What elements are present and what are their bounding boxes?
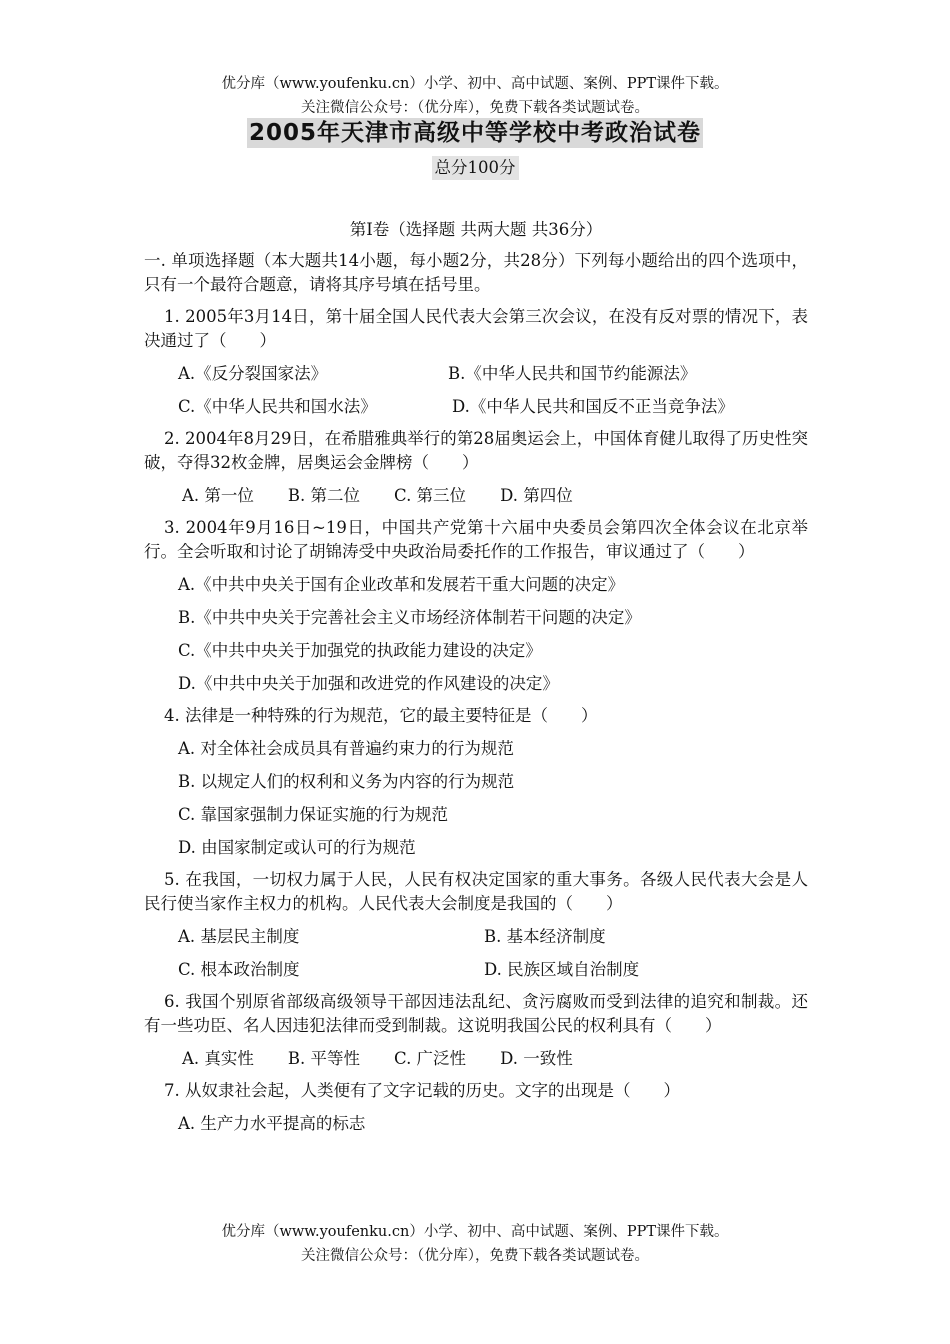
option: B.《中华人民共和国节约能源法》 [448, 364, 697, 383]
question-4: 4. 法律是一种特殊的行为规范，它的最主要特征是（ ） [164, 706, 598, 725]
page-footer-line2: 关注微信公众号：（优分库），免费下载各类试题试卷。 [301, 1248, 649, 1264]
option: B.《中共中央关于完善社会主义市场经济体制若干问题的决定》 [178, 608, 641, 627]
question-1-options-row-1 [144, 362, 808, 386]
question-1: 1. 2005年3月14日，第十届全国人民代表大会第三次会议，在没有反对票的情况下，表决通过了（ ） [144, 307, 808, 350]
option: B. 第二位 [287, 486, 361, 505]
page-header-line2: 关注微信公众号：（优分库），免费下载各类试题试卷。 [301, 100, 649, 116]
question-2-options [144, 484, 808, 508]
total-score: 总分100分 [432, 156, 519, 180]
exam-title: 2005年天津市高级中等学校中考政治试卷 [248, 120, 701, 146]
option: C.《中共中央关于加强党的执政能力建设的决定》 [178, 641, 542, 660]
option: A. 对全体社会成员具有普遍约束力的行为规范 [178, 739, 514, 758]
option: D.《中共中央关于加强和改进党的作风建设的决定》 [178, 674, 559, 693]
option: A. 第一位 [182, 486, 254, 505]
question-5-options-row-1 [144, 925, 808, 949]
exam-body [144, 218, 808, 1136]
question-3: 3. 2004年9月16日~19日，中国共产党第十六届中央委员会第四次全体会议在北京举行。全会听取和讨论了胡锦涛受中央政治局委托作的工作报告，审议通过了（ ） [144, 518, 808, 561]
option: D. 一致性 [500, 1049, 573, 1068]
page-footer-line1: 优分库（www.youfenku.cn）小学、初中、高中试题、案例、PPT课件下载。 [221, 1224, 729, 1240]
question-6-options [144, 1047, 808, 1071]
question-2: 2. 2004年8月29日，在希腊雅典举行的第28届奥运会上，中国体育健儿取得了历史性突破，夺得32枚金牌，居奥运会金牌榜（ ） [144, 429, 808, 472]
question-5-options-row-2 [144, 958, 808, 982]
question-1-options-row-2 [144, 395, 808, 419]
option: B. 以规定人们的权利和义务为内容的行为规范 [178, 772, 515, 791]
option: A.《反分裂国家法》 [178, 364, 328, 383]
option: C. 广泛性 [394, 1049, 467, 1068]
option: C.《中华人民共和国水法》 [178, 397, 377, 416]
exam-title-block [0, 118, 950, 148]
total-score-block [0, 156, 950, 180]
question-6: 6. 我国个别原省部级高级领导干部因违法乱纪、贪污腐败而受到法律的追究和制裁。还有一些功臣、名人因违犯法律而受到制裁。这说明我国公民的权利具有（ ） [144, 992, 808, 1035]
option: C. 靠国家强制力保证实施的行为规范 [178, 805, 449, 824]
option: A. 真实性 [182, 1049, 254, 1068]
option: C. 根本政治制度 [178, 960, 300, 979]
option: D. 民族区域自治制度 [484, 960, 640, 979]
option: A. 生产力水平提高的标志 [178, 1114, 366, 1133]
option: A. 基层民主制度 [178, 927, 300, 946]
option: D. 由国家制定或认可的行为规范 [178, 838, 416, 857]
option: D.《中华人民共和国反不正当竞争法》 [452, 397, 734, 416]
option: D. 第四位 [500, 486, 573, 505]
section-title: 第Ⅰ卷（选择题 共两大题 共36分） [349, 220, 603, 239]
instructions: 一. 单项选择题（本大题共14小题，每小题2分，共28分）下列每小题给出的四个选项中，只有一个最符合题意，请将其序号填在括号里。 [144, 251, 808, 294]
option: B. 基本经济制度 [484, 927, 606, 946]
option: A.《中共中央关于国有企业改革和发展若干重大问题的决定》 [178, 575, 625, 594]
option: B. 平等性 [287, 1049, 361, 1068]
page-header-line1: 优分库（www.youfenku.cn）小学、初中、高中试题、案例、PPT课件下载。 [221, 76, 729, 92]
question-7: 7. 从奴隶社会起，人类便有了文字记载的历史。文字的出现是（ ） [164, 1081, 680, 1100]
question-5: 5. 在我国，一切权力属于人民，人民有权决定国家的重大事务。各级人民代表大会是人民行使当家作主权力的机构。人民代表大会制度是我国的（ ） [144, 870, 808, 913]
option: C. 第三位 [394, 486, 467, 505]
